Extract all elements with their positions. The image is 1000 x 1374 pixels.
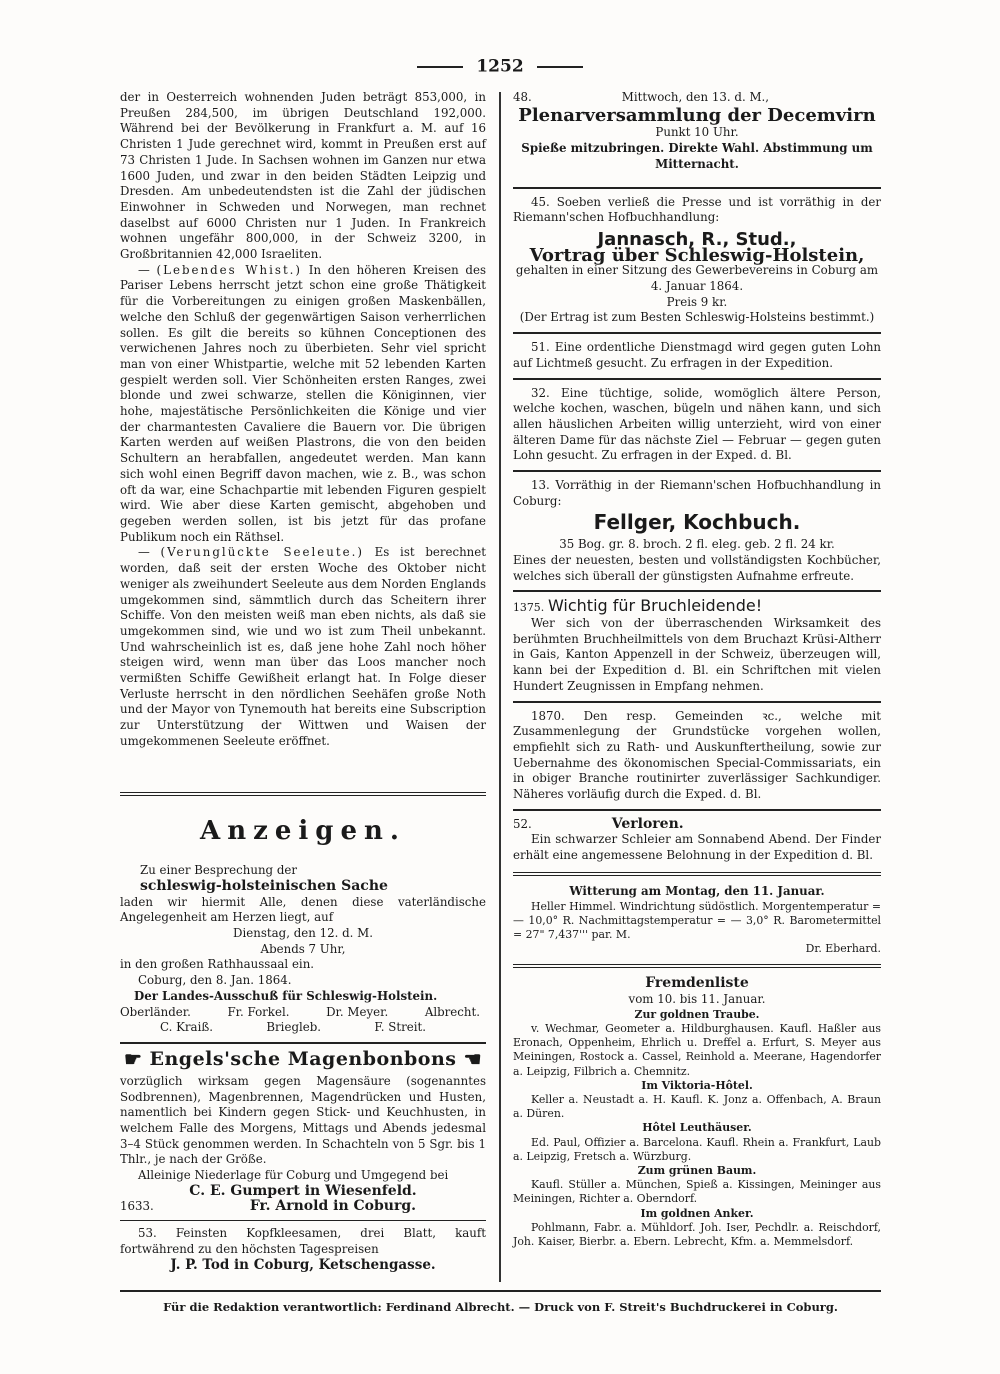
hotel-guests: v. Wechmar, Geometer a. Hildburghausen. Kaufl. Haßler aus Eronach, Oppenheim, Ehrlich u. Dreffel a. Erfurt, S. Meyer aus Meiningen, Rostock a. Cassel, Reinhold a. Meerane, Hagendorfer a. Leipzig, Filbrich a. Chemnitz.	[513, 1021, 881, 1078]
witterung-section	[513, 884, 881, 957]
magen-footer-row	[120, 1199, 486, 1215]
whist-title: (Lebendes Whist.)	[156, 262, 303, 277]
solide-ad	[513, 386, 881, 465]
kochbuch-ad	[513, 478, 881, 584]
magen-title-row	[120, 1047, 486, 1072]
hotel-name: Zur goldnen Traube.	[634, 1007, 760, 1021]
pointing-hand-left-icon: ☚	[463, 1047, 483, 1072]
jannasch-number: 45.	[531, 194, 550, 209]
jannasch-intro-text: Soeben verließ die Presse und ist vorräthig in der Riemann'schen Hofbuchhandlung:	[513, 194, 881, 225]
hotel-entry	[513, 1121, 881, 1164]
hotel-guests: Keller a. Neustadt a. H. Kaufl. K. Jonz a. Offenbach, A. Braun a. Düren.	[513, 1092, 881, 1121]
kopfklee-seller: J. P. Tod in Coburg, Ketschengasse.	[170, 1256, 436, 1273]
left-column	[120, 90, 486, 1273]
magen-title: Engels'sche Magenbonbons	[149, 1047, 457, 1070]
bruch-text: Wer sich von der überraschenden Wirksamkeit des berühmten Bruchheilmittels von dem Bruchazt Krüsi-Altherr in Gais, Kanton Appenzell in der Schweiz, überzeugen will, kann bei der Expedition d. Bl. ein Schriftchen mit vielen Hundert Zeugnissen in Empfang nehmen.	[513, 615, 881, 693]
sh-signer: Der Landes-Ausschuß für Schleswig-Holstein.	[134, 988, 438, 1003]
verloren-title: Verloren.	[611, 815, 684, 832]
ad-divider	[120, 1042, 486, 1044]
hotel-name: Im Viktoria-Hôtel.	[641, 1078, 753, 1092]
verloren-ad	[513, 817, 881, 864]
sh-place: in den großen Rathhaussaal ein.	[120, 957, 315, 972]
hotel-guests: Pohlmann, Fabr. a. Mühldorf. Joh. Iser, Pechdlr. a. Reischdorf, Joh. Kaiser, Bierbr. a. Ebern. Lebrecht, Kfm. a. Memmelsdorf.	[513, 1220, 881, 1248]
sh-name: F. Streit.	[374, 1020, 426, 1035]
magenbonbons-ad	[120, 1047, 486, 1215]
kopfklee-text	[120, 1226, 486, 1257]
sh-name: C. Kraiß.	[160, 1020, 213, 1035]
kochbuch-price: 35 Bog. gr. 8. broch. 2 fl. eleg. geb. 2 fl. 24 kr.	[559, 537, 835, 552]
article-whist: — (Lebendes Whist.) In den höheren Kreisen des Pariser Lebens herrscht jetzt schon eine große Thätigkeit für die Vorbereitungen zu einigen großen Maskenbällen, welche den Schluß der gegenwärtigen Saison verherrlichen sollen. Es gilt die bereits so kühnen Conceptionen des verwichenen Jahres noch zu überbieten. Sehr viel spricht man von einer Whistpartie, welche mit 52 lebenden Karten gespielt werden soll. Vier Schönheiten ersten Ranges, zwei blonde und zwei schwarze, stellen die Königinnen, vier hohe, majestätische Persönlichkeiten die Könige und vier der charmantesten Cavaliere die Bauern vor. Die übrigen Karten werden auf weißen Plastrons, die von den beiden Schultern an herabfallen, angedeutet werden. Man kann sich wohl einen Begriff davon machen, wie z. B., was schon oft da war, eine Schachpartie mit lebenden Figuren gespielt wird. Wie aber diese Karten gemischt, abgehoben und gegeben werden sollen, ist bis jetzt für das profane Publikum noch ein Räthsel.	[120, 262, 487, 544]
kopfklee-number: 53.	[138, 1226, 157, 1241]
kochbuch-text: Eines der neuesten, besten und vollständigsten Kochbücher, welches sich überall der günstigsten Aufnahme erfreute.	[513, 552, 881, 583]
jannasch-price: Preis 9 kr.	[666, 294, 728, 309]
bruch-ad	[513, 598, 881, 694]
hotel-entry	[513, 1207, 881, 1250]
sh-name: Fr. Forkel.	[227, 1004, 290, 1019]
magen-sole: Alleinige Niederlage für Coburg und Umgegend bei	[138, 1168, 449, 1183]
solide-number: 32.	[531, 385, 550, 400]
hotel-name: Zum grünen Baum.	[637, 1163, 757, 1177]
ad-divider	[513, 187, 881, 189]
plenar-ad	[513, 90, 881, 173]
verloren-header	[513, 817, 881, 833]
witterung-title: Witterung am Montag, den 11. Januar.	[569, 883, 825, 898]
hotel-entry	[513, 1079, 881, 1122]
right-column	[513, 90, 881, 1249]
plenar-time: Punkt 10 Uhr.	[655, 125, 739, 140]
column-divider	[499, 92, 501, 1282]
kochbuch-title: Fellger, Kochbuch.	[593, 510, 801, 535]
witterung-text: Heller Himmel. Windrichtung südöstlich. Morgentemperatur = — 10,0° R. Nachmittagstemperatur = — 3,0° R. Barometermittel = 27" 7,437''' par. M.	[513, 899, 881, 941]
whist-text: In den höheren Kreisen des Pariser Lebens herrscht jetzt schon eine große Thätigkeit für die Vorbereitungen zu einigen großen Maskenbällen, welche den Schluß der gegenwärtigen Saison verherrlichen sollen. Es gilt die bereits so kühnen Conceptionen des verwichenen Jahres noch zu überbieten. Sehr viel spricht man von einer Whistpartie, welche mit 52 lebenden Karten gespielt werden soll. Vier Schönheiten ersten Ranges, zwei blonde und zwei schwarze, stellen die Königinnen, vier hohe, majestätische Persönlichkeiten die Könige und vier der charmantesten Cavaliere die Bauern vor. Die übrigen Karten werden auf weißen Plastrons, die von den beiden Schultern an herabfallen, angedeutet werden. Man kann sich wohl einen Begriff davon machen, wie z. B., was schon oft da war, eine Schachpartie mit lebenden Figuren gespielt wird. Wie aber diese Karten gemischt, abgehoben und gegeben werden sollen, ist bis jetzt für das profane Publikum noch ein Räthsel.	[120, 262, 487, 544]
verloren-text: Ein schwarzer Schleier am Sonnabend Abend. Der Finder erhält eine angemessene Belohnung in der Expedition d. Bl.	[513, 832, 881, 863]
sh-time: Abends 7 Uhr,	[260, 941, 346, 956]
divider	[417, 66, 463, 68]
sh-name: Oberländer.	[120, 1004, 191, 1019]
seeleute-text: Es ist berechnet worden, daß seit der ersten Woche des Oktober nicht weniger als zweihundert Seeleute aus dem Norden Englands umgekommen sind, sämmtlich durch das Scheitern ihrer Schiffe. Von den meisten weiß man eben nichts, als daß sie umgekommen sind, wie und wo ist zum Theil unbekannt. Und wahrscheinlich ist es, daß jene hohe Zahl noch höher steigen wird, wenn man über das Loos mancher noch vermißten Schiffe Gewißheit erlangt hat. In Folge dieser Verluste herrscht in den nördlichen Seehäfen große Noth und der Mayor von Tynemouth hat bereits eine Subscription zur Unterstützung der Wittwen und Waisen der umgekommenen Seeleute eröffnet.	[120, 545, 487, 748]
sh-dateline: Coburg, den 8. Jan. 1864.	[138, 973, 292, 988]
sh-names-row	[120, 1005, 486, 1021]
solide-text: Eine tüchtige, solide, womöglich ältere Person, welche kochen, waschen, bügeln und nähen kann, und sich allen häuslichen Arbeiten willig unterzieht, wird von einer älteren Dame für das nächste Ziel — Februar — gegen guten Lohn gesucht. Zu erfragen in der Exped. d. Bl.	[513, 385, 881, 463]
divider	[537, 66, 583, 68]
jannasch-ad	[513, 195, 881, 327]
fremdenliste-title: Fremdenliste	[645, 975, 749, 992]
sh-intro: Zu einer Besprechung der	[140, 863, 298, 878]
magen-number: 1633.	[120, 1199, 154, 1214]
pointing-hand-right-icon: ☛	[123, 1047, 143, 1072]
jannasch-intro	[513, 195, 881, 226]
sh-name: Dr. Meyer.	[326, 1004, 389, 1019]
kochbuch-intro	[513, 478, 881, 509]
page-number: 1252	[476, 56, 524, 77]
fremdenliste-dates: vom 10. bis 11. Januar.	[628, 992, 766, 1007]
sh-name: Briegleb.	[266, 1020, 322, 1035]
section-divider	[513, 872, 881, 876]
witterung-signer: Dr. Eberhard.	[805, 942, 881, 956]
zusammenlegung-number: 1870.	[531, 708, 565, 723]
jannasch-note: (Der Ertrag ist zum Besten Schleswig-Holsteins bestimmt.)	[519, 310, 875, 325]
sh-names-row	[120, 1020, 486, 1036]
ad-divider	[513, 809, 881, 811]
zusammenlegung-text: Den resp. Gemeinden ꝛc., welche mit Zusammenlegung der Grundstücke vorgehen wollen, empfiehlt sich zu Rath- und Auskunftertheilung, sowie zur Uebernahme des ökonomischen Special-Commissariats, ein in obiger Branche routinirter zuverlässiger Sachkundiger. Näheres vorläufig durch die Exped. d. Bl.	[513, 708, 881, 802]
fremdenliste-section	[513, 976, 881, 1249]
hotel-name: Hôtel Leuthäuser.	[642, 1121, 752, 1135]
jannasch-title: Vortrag über Schleswig-Holstein,	[529, 244, 865, 266]
jannasch-subtitle: gehalten in einer Sitzung des Gewerbevereins in Coburg am 4. Januar 1864.	[515, 263, 879, 294]
hotel-guests: Ed. Paul, Offizier a. Barcelona. Kaufl. Rhein a. Frankfurt, Laub a. Leipzig, Fretsch a. Würzburg.	[513, 1135, 881, 1163]
kopfklee-body: Feinsten Kopfkleesamen, drei Blatt, kauft fortwährend zu den höchsten Tagespreisen	[120, 1226, 487, 1256]
anzeigen-heading: Anzeigen.	[200, 815, 406, 846]
bruch-header	[513, 598, 881, 616]
kopfklee-ad	[120, 1226, 486, 1273]
ad-divider	[513, 332, 881, 334]
plenar-header	[513, 90, 881, 106]
dienstmagd-ad	[513, 340, 881, 371]
ad-divider	[513, 590, 881, 592]
jannasch-author: Jannasch, R., Stud.,	[597, 228, 797, 250]
imprint-footer: Für die Redaktion verantwortlich: Ferdinand Albrecht. — Druck von F. Streit's Buchdruckerei in Coburg.	[163, 1300, 838, 1314]
plenar-number: 48.	[513, 90, 532, 104]
kochbuch-number: 13.	[531, 478, 550, 493]
dienstmagd-text: Eine ordentliche Dienstmagd wird gegen guten Lohn auf Lichtmeß gesucht. Zu erfragen in der Expedition.	[513, 340, 882, 370]
article-seeleute: — (Verunglückte Seeleute.) Es ist berechnet worden, daß seit der ersten Woche des Oktober nicht weniger als zweihundert Seeleute aus dem Norden Englands umgekommen sind, sämmtlich durch das Scheitern ihrer Schiffe. Von den meisten weiß man eben nichts, als daß sie umgekommen sind, wie und wo ist zum Theil unbekannt. Und wahrscheinlich ist es, daß jene hohe Zahl noch höher steigen wird, wenn man über das Loos mancher noch vermißten Schiffe Gewißheit erlangt hat. In Folge dieser Verluste herrscht in den nördlichen Seehäfen große Noth und der Mayor von Tynemouth hat bereits eine Subscription zur Unterstützung der Wittwen und Waisen der umgekommenen Seeleute eröffnet.	[120, 545, 487, 748]
sh-date: Dienstag, den 12. d. M.	[233, 926, 373, 941]
page-number-row	[0, 56, 1000, 77]
magen-text: vorzüglich wirksam gegen Magensäure (sogenanntes Sodbrennen), Magenbrennen, Magendrücken und Husten, namentlich bei Kindern gegen Stick- und Keuchhusten, in welchem Falle des Morgens, Mittags und Abends jedesmal 3–4 Stück genommen werden. In Schachteln von 5 Sgr. bis 1 Thlr., je nach der Größe.	[120, 1073, 486, 1167]
sh-name: Albrecht.	[424, 1004, 480, 1019]
section-divider	[120, 792, 486, 796]
article-paragraph: der in Oesterreich wohnenden Juden beträgt 853,000, in Preußen 284,500, im übrigen Deutschland 192,000. Während bei der Bevölkerung in Frankfurt a. M. auf 16 Christen 1 Jude gerechnet wird, kommt in Preußen erst auf 73 Christen 1 Jude. In Sachsen wohnen im Ganzen nur etwa 1600 Juden, und zwar in den beiden Städten Leipzig und Dresden. Am unbedeutendsten ist die Zahl der jüdischen Einwohner in Schweden und Norwegen, man rechnet daselbst auf 6000 Christen nur 1 Juden. In Frankreich wohnen ungefähr 800,000, in der Schweiz 3200, in Großbritannien 42,000 Israeliten.	[120, 90, 486, 262]
verloren-number: 52.	[513, 816, 532, 831]
ad-divider	[120, 1220, 486, 1221]
hotel-guests: Kaufl. Stüller a. München, Spieß a. Kissingen, Meininger aus Meiningen, Richter a. Oberndorf.	[513, 1178, 881, 1206]
dienstmagd-number: 51.	[531, 340, 550, 355]
hotel-entry	[513, 1008, 881, 1079]
footer-divider	[120, 1290, 881, 1292]
seeleute-title: (Verunglückte Seeleute.)	[160, 545, 364, 560]
plenar-agenda: Spieße mitzubringen. Direkte Wahl. Abstimmung um Mitternacht.	[521, 141, 873, 171]
zusammenlegung-ad	[513, 709, 881, 803]
magen-seller1: C. E. Gumpert in Wiesenfeld.	[189, 1182, 417, 1199]
ad-divider	[513, 701, 881, 703]
plenar-date: Mittwoch, den 13. d. M.,	[621, 90, 770, 104]
ad-divider	[513, 470, 881, 472]
hotel-name: Im goldnen Anker.	[640, 1206, 754, 1220]
section-divider	[513, 964, 881, 968]
hotel-entry	[513, 1164, 881, 1207]
sh-text: laden wir hiermit Alle, denen diese vaterländische Angelegenheit am Herzen liegt, auf	[120, 894, 486, 925]
magen-seller2: Fr. Arnold in Coburg.	[249, 1198, 416, 1215]
ad-divider	[513, 378, 881, 380]
plenar-title: Plenarversammlung der Decemvirn	[518, 104, 876, 126]
schleswig-holstein-ad	[120, 863, 486, 1036]
bruch-title: Wichtig für Bruchleidende!	[547, 596, 763, 616]
sh-title: schleswig-holsteinischen Sache	[140, 877, 388, 894]
kochbuch-intro-text: Vorräthig in der Riemann'schen Hofbuchhandlung in Coburg:	[513, 478, 882, 508]
bruch-number: 1375.	[513, 601, 545, 615]
